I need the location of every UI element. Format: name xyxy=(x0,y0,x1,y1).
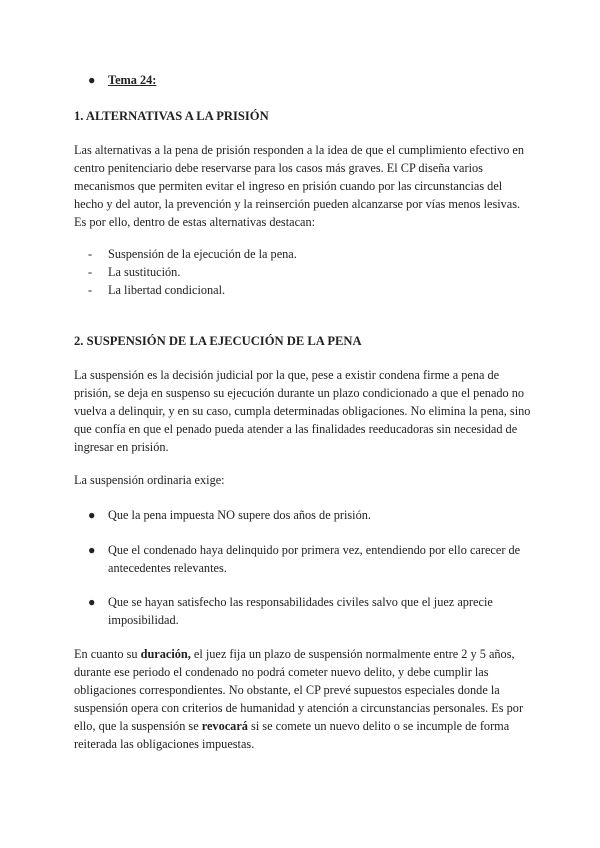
list-item-text: La libertad condicional. xyxy=(108,283,226,297)
text-run: En cuanto su xyxy=(74,647,141,661)
requirement-text: Que el condenado haya delinquido por primera vez, entendiendo por ello carecer de antecedentes relevantes. xyxy=(108,543,521,575)
topic-heading: Tema 24: xyxy=(108,73,157,87)
requirement-text: Que se hayan satisfecho las responsabilidades civiles salvo que el juez aprecie imposibilidad. xyxy=(108,595,493,627)
dash-marker: - xyxy=(88,265,93,279)
section-2-paragraph-3 xyxy=(74,645,534,753)
requirement-text: Que la pena impuesta NO supere dos años de prisión. xyxy=(108,508,371,522)
bullet-icon: ● xyxy=(88,595,96,609)
bullet-icon: ● xyxy=(88,543,96,557)
section-1-paragraph: Las alternativas a la pena de prisión responden a la idea de que el cumplimiento efectivo en centro penitenciario debe reservarse para los casos más graves. El CP diseña varios mecanismos que permiten evitar el ingreso en prisión cuando por las circunstancias del hecho y del autor, la prevención y la reinserción pueden alcanzarse por vías menos lesivas. Es por ello, dentro de estas alternativas destacan: xyxy=(74,143,525,229)
topic-line xyxy=(88,71,528,89)
section-1-title: 1. ALTERNATIVAS A LA PRISIÓN xyxy=(74,109,269,123)
section-2-paragraph-2: La suspensión ordinaria exige: xyxy=(74,473,225,487)
list-item xyxy=(88,263,180,281)
section-2-paragraph-1: La suspensión es la decisión judicial por la que, pese a existir condena firme a pena de prisión, se deja en suspenso su ejecución durante un plazo condicionado a que el penado no vuelva a delinquir, y en su caso, cumpla determinadas obligaciones. No elimina la pena, sino que confía en que el penado pueda atender a las finalidades reeducadoras sin necesidad de ingresar en prisión. xyxy=(74,368,531,454)
list-item xyxy=(88,281,225,299)
list-item-text: Suspensión de la ejecución de la pena. xyxy=(108,247,297,261)
list-item xyxy=(88,245,297,263)
requirement-item xyxy=(88,506,528,524)
section-2-title: 2. SUSPENSIÓN DE LA EJECUCIÓN DE LA PENA xyxy=(74,334,362,348)
text-run: el juez fija un plazo de suspensión normalmente entre 2 y 5 años, durante ese periodo el condenado no podrá cometer nuevo delito, y debe cumplir las obligaciones correspondientes. No obstante, el CP prevé supuestos especiales donde la suspensión opera con criterios de humanidad y atención a circunstancias personales. Es por ello, que la suspensión se xyxy=(74,647,524,733)
requirement-item xyxy=(88,593,528,629)
requirement-item xyxy=(88,541,528,577)
text-run: si se comete un nuevo delito o se incumple de forma reiterada las obligaciones impuestas. xyxy=(74,719,510,751)
bold-revocara: revocará xyxy=(201,719,248,733)
bullet-icon: ● xyxy=(88,73,96,87)
dash-marker: - xyxy=(88,247,93,261)
list-item-text: La sustitución. xyxy=(108,265,181,279)
bold-duracion: duración, xyxy=(140,647,191,661)
dash-marker: - xyxy=(88,283,93,297)
bullet-icon: ● xyxy=(88,508,96,522)
